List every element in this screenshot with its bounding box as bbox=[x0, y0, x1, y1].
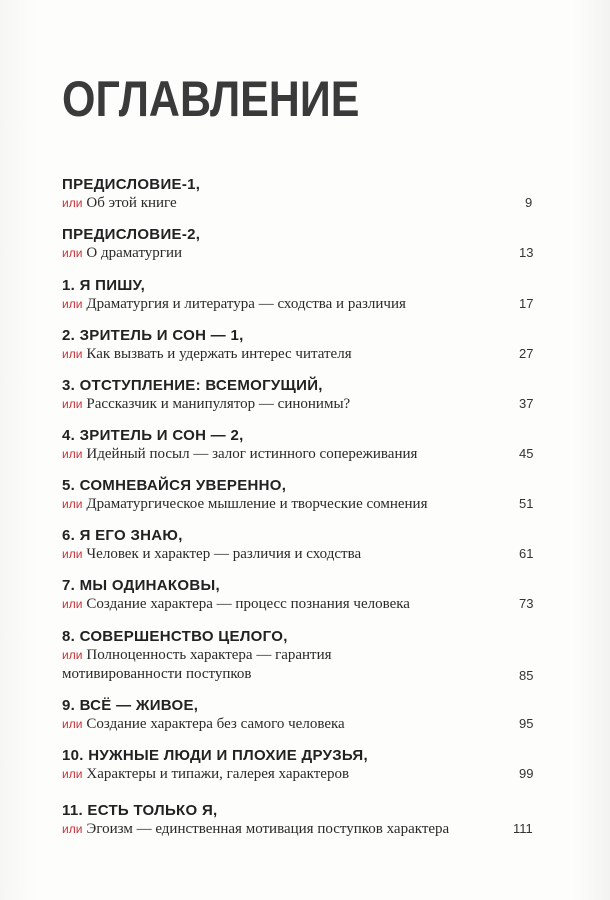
toc-entry-heading: 8. СОВЕРШЕНСТВО ЦЕЛОГО, bbox=[62, 628, 288, 645]
toc-entry-heading: 2. ЗРИТЕЛЬ И СОН — 1, bbox=[62, 327, 244, 344]
toc-entry-heading: 9. ВСЁ — ЖИВОЕ, bbox=[62, 697, 199, 714]
toc-entry-subtitle: Создание характера — процесс познания человека bbox=[86, 596, 410, 612]
ili-connector: или bbox=[62, 497, 83, 511]
toc-entry-subtitle-line bbox=[62, 244, 482, 263]
toc-entry-subtitle-line bbox=[62, 495, 482, 514]
toc-entry: 11. ЕСТЬ ТОЛЬКО Я, или Эгоизм — единственная мотивация поступков характера 111 bbox=[62, 802, 533, 837]
ili-connector: или bbox=[62, 196, 83, 210]
toc-entry: 8. СОВЕРШЕНСТВО ЦЕЛОГО, или Полноценность характера — гарантия мотивированности поступков 85 bbox=[62, 628, 534, 683]
toc-entry: 1. Я ПИШУ, или Драматургия и литература — сходства и различия 17 bbox=[62, 277, 534, 312]
toc-entry: ПРЕДИСЛОВИЕ-2, или О драматургии 13 bbox=[62, 226, 534, 261]
toc-entry-subtitle-line bbox=[62, 715, 482, 734]
ili-connector: или bbox=[62, 547, 83, 561]
toc-entry-subtitle-line bbox=[62, 395, 482, 414]
toc-entry-heading: 11. ЕСТЬ ТОЛЬКО Я, bbox=[62, 802, 218, 819]
toc-entry-heading: 4. ЗРИТЕЛЬ И СОН — 2, bbox=[62, 427, 244, 444]
ili-connector: или bbox=[62, 717, 83, 731]
toc-entry-subtitle: Идейный посыл — залог истинного сопереживания bbox=[86, 446, 418, 462]
ili-connector: или bbox=[62, 822, 83, 836]
toc-entry-subtitle-line bbox=[62, 194, 482, 213]
toc-entry-heading: ПРЕДИСЛОВИЕ-1, bbox=[62, 176, 201, 193]
ili-connector: или bbox=[62, 648, 83, 662]
toc-entry-subtitle: О драматургии bbox=[86, 245, 183, 261]
toc-entry: 2. ЗРИТЕЛЬ И СОН — 1, или Как вызвать и удержать интерес читателя 27 bbox=[62, 327, 534, 362]
toc-entry-subtitle-line bbox=[62, 595, 482, 614]
toc-entry-subtitle-line bbox=[62, 295, 482, 314]
toc-entry-subtitle-line bbox=[62, 545, 482, 564]
toc-entry-subtitle: Об этой книге bbox=[86, 195, 177, 211]
toc-entry: 5. СОМНЕВАЙСЯ УВЕРЕННО, или Драматургическое мышление и творческие сомнения 51 bbox=[62, 477, 534, 512]
ili-connector: или bbox=[62, 767, 83, 781]
toc-entry: 7. МЫ ОДИНАКОВЫ, или Создание характера — процесс познания человека 73 bbox=[62, 577, 534, 612]
toc-entry-subtitle: Драматургическое мышление и творческие сомнения bbox=[86, 496, 428, 512]
toc-entry-heading: 1. Я ПИШУ, bbox=[62, 277, 146, 294]
toc-entry-subtitle: Создание характера без самого человека bbox=[86, 716, 345, 732]
ili-connector: или bbox=[62, 246, 83, 260]
toc-entry-heading: 7. МЫ ОДИНАКОВЫ, bbox=[62, 577, 220, 594]
toc-entry-subtitle-line bbox=[62, 765, 482, 784]
ili-connector: или bbox=[62, 447, 83, 461]
toc-entry-heading: ПРЕДИСЛОВИЕ-2, bbox=[62, 226, 201, 243]
toc-entry-heading: 5. СОМНЕВАЙСЯ УВЕРЕННО, bbox=[62, 477, 287, 494]
toc-entry-subtitle: Характеры и типажи, галерея характеров bbox=[86, 766, 350, 782]
toc-entry-subtitle-line bbox=[62, 445, 482, 464]
toc-entry-subtitle-line bbox=[62, 345, 482, 364]
toc-entry-subtitle: Человек и характер — различия и сходства bbox=[86, 546, 362, 562]
toc-entry-heading: 3. ОТСТУПЛЕНИЕ: ВСЕМОГУЩИЙ, bbox=[62, 377, 323, 394]
page-title: ОГЛАВЛЕНИЕ bbox=[62, 71, 360, 127]
toc-entry-subtitle: Как вызвать и удержать интерес читателя bbox=[86, 346, 352, 362]
ili-connector: или bbox=[62, 297, 83, 311]
toc-entry: 3. ОТСТУПЛЕНИЕ: ВСЕМОГУЩИЙ, или Рассказчик и манипулятор — синонимы? 37 bbox=[62, 377, 534, 412]
toc-entry-heading: 6. Я ЕГО ЗНАЮ, bbox=[62, 527, 183, 544]
toc-entry: 10. НУЖНЫЕ ЛЮДИ И ПЛОХИЕ ДРУЗЬЯ, или Характеры и типажи, галерея характеров 99 bbox=[62, 747, 534, 782]
toc-entry: 6. Я ЕГО ЗНАЮ, или Человек и характер — различия и сходства 61 bbox=[62, 527, 534, 562]
toc-entry-subtitle: Эгоизм — единственная мотивация поступков характера bbox=[86, 821, 450, 837]
toc-entry: 9. ВСЁ — ЖИВОЕ, или Создание характера без самого человека 95 bbox=[62, 697, 534, 732]
toc-entry-subtitle: Драматургия и литература — сходства и различия bbox=[86, 296, 406, 312]
toc-entry-subtitle-line bbox=[62, 646, 482, 665]
toc-entry-subtitle-continuation: мотивированности поступков bbox=[62, 666, 252, 682]
toc-entry-heading: 10. НУЖНЫЕ ЛЮДИ И ПЛОХИЕ ДРУЗЬЯ, bbox=[62, 747, 368, 764]
toc-entry-subtitle: Полноценность характера — гарантия bbox=[86, 647, 332, 663]
toc-entry: 4. ЗРИТЕЛЬ И СОН — 2, или Идейный посыл — залог истинного сопереживания 45 bbox=[62, 427, 534, 462]
ili-connector: или bbox=[62, 597, 83, 611]
toc-entry: ПРЕДИСЛОВИЕ-1, или Об этой книге 9 bbox=[62, 176, 533, 211]
ili-connector: или bbox=[62, 347, 83, 361]
toc-entry-subtitle-line bbox=[62, 820, 502, 839]
toc-entry-subtitle: Рассказчик и манипулятор — синонимы? bbox=[86, 396, 351, 412]
ili-connector: или bbox=[62, 397, 83, 411]
